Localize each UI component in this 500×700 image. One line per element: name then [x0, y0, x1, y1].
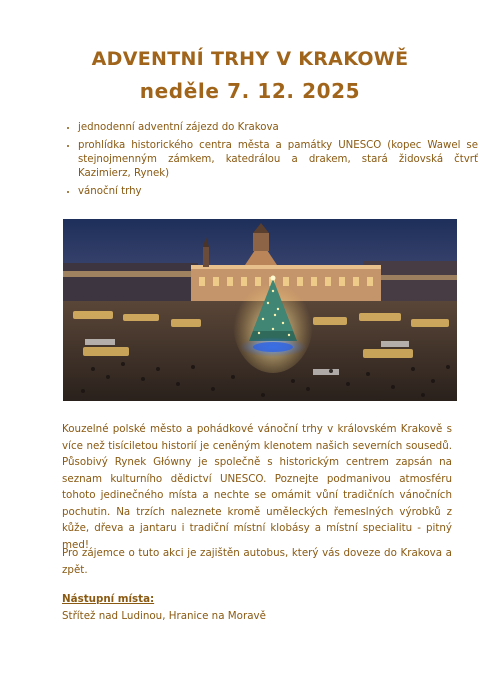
description-paragraph: Kouzelné polské město a pohádkové vánoční trhy v královském Krakově s více než tisíciletou historií je ceněným klenotem našich severních sousedů. Působivý Rynek Główny je společně s historickým centrem zapsán na seznam kulturního dědictví UNESCO. Poznejte podmanivou atmosféru tohoto jedinečného místa a nechte se omámit vůní tradičních vánočních pochutin. Na trzích naleznete kromě uměleckých řemeslných výrobků z kůže, dřeva a jantaru i tradiční místní klobásy a místní specialitu - pitný med! — [62, 423, 452, 551]
christmas-market-photo — [63, 219, 457, 401]
list-item: • vánoční trhy — [78, 185, 478, 199]
boarding-places: Střítež nad Ludinou, Hranice na Moravě — [62, 610, 266, 622]
event-date: neděle 7. 12. 2025 — [139, 79, 361, 103]
list-item: • jednodenní adventní zájezd do Krakova — [78, 121, 478, 135]
list-item: • prohlídka historického centra města a památky UNESCO (kopec Wawel se stejnojmenným zámkem, katedrálou a drakem, stará židovská čtvrť Kazimierz, Rynek) — [78, 139, 478, 181]
christmas-market-image — [63, 219, 457, 401]
page-title: ADVENTNÍ TRHY V KRAKOWĚ — [91, 48, 409, 70]
highlights-list — [62, 121, 478, 203]
transport-paragraph: Pro zájemce o tuto akci je zajištěn autobus, který vás doveze do Krakova a zpět. — [62, 547, 452, 576]
boarding-heading: Nástupní místa: — [62, 593, 155, 605]
